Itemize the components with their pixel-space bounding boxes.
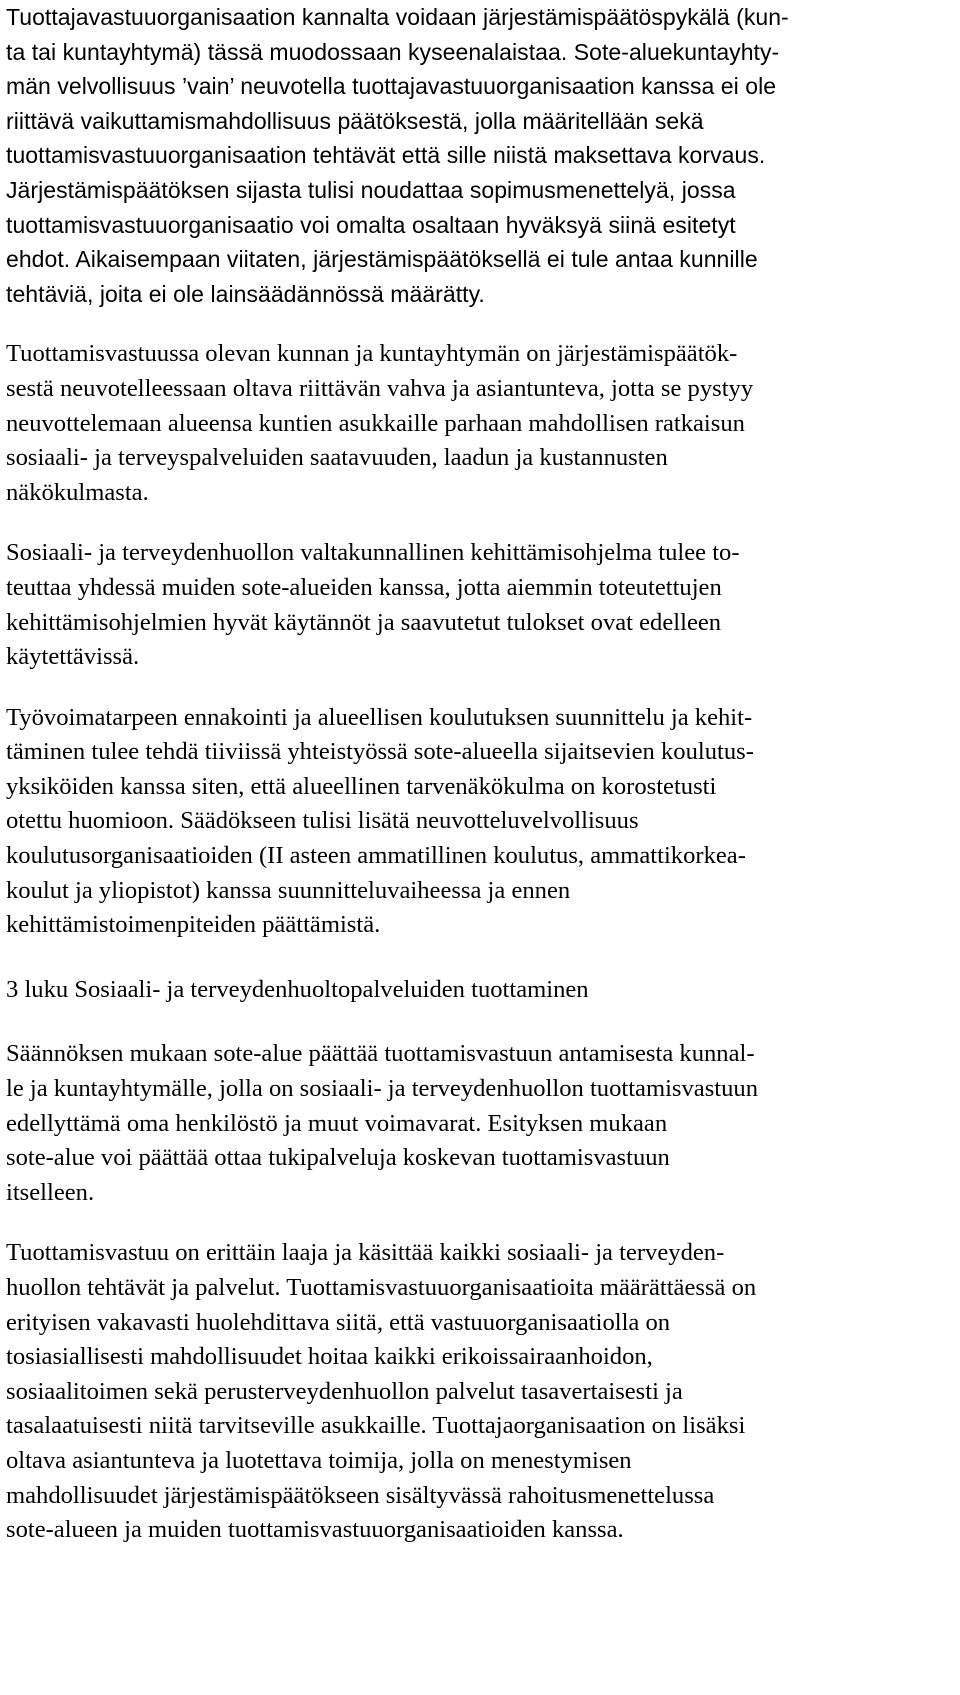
text-line: tosiasiallisesti mahdollisuudet hoitaa kaikki erikoissairaanhoidon, (6, 1343, 653, 1371)
text-line: sote-alue voi päättää ottaa tukipalveluja koskevan tuottamisvastuun (6, 1144, 670, 1172)
text-line: sosiaali- ja terveyspalveluiden saatavuuden, laadun ja kustannusten (6, 444, 668, 472)
paragraph-producer-responsibility (6, 0, 954, 311)
text-line: otettu huomioon. Säädökseen tulisi lisätä neuvotteluvelvollisuus (6, 807, 639, 835)
text-line: teuttaa yhdessä muiden sote-alueiden kanssa, jotta aiemmin toteutettujen (6, 573, 722, 601)
text-line: tasalaatuisesti niitä tarvitseville asukkaille. Tuottajaorganisaation on lisäksi (6, 1412, 746, 1440)
paragraph-spacer (6, 510, 954, 536)
text-line: ehdot. Aikaisempaan viitaten, järjestämispäätöksellä ei tule antaa kunnille (6, 246, 758, 273)
text-line: Sosiaali- ja terveydenhuollon valtakunnallinen kehittämisohjelma tulee to- (6, 539, 740, 567)
text-line: erityisen vakavasti huolehdittava siitä, että vastuuorganisaatiolla on (6, 1308, 671, 1336)
text-line: sosiaalitoimen sekä perusterveydenhuollon palvelut tasavertaisesti ja (6, 1377, 683, 1405)
text-line: koulut ja yliopistot) kanssa suunnitteluvaiheessa ja ennen (6, 876, 571, 904)
paragraph-spacer (6, 943, 954, 973)
paragraph-development-program (6, 536, 954, 674)
text-line: riittävä vaikuttamismahdollisuus päätöksestä, jolla määritellään sekä (6, 107, 704, 134)
text-line: män velvollisuus ’vain’ neuvotella tuottajavastuuorganisaation kanssa ei ole (6, 73, 777, 100)
text-line: Järjestämispäätöksen sijasta tulisi noudattaa sopimusmenettelyä, jossa (6, 176, 736, 203)
text-line: Säännöksen mukaan sote-alue päättää tuottamisvastuun antamisesta kunnal- (6, 1040, 755, 1068)
text-line: sestä neuvotelleessaan oltava riittävän vahva ja asiantunteva, jotta se pystyy (6, 374, 754, 402)
text-line: Työvoimatarpeen ennakointi ja alueellisen koulutuksen suunnittelu ja kehit- (6, 703, 753, 731)
section-heading-text: 3 luku Sosiaali- ja terveydenhuoltopalveluiden tuottaminen (6, 975, 589, 1003)
text-line: mahdollisuudet järjestämispäätökseen sisältyvässä rahoitusmenettelussa (6, 1481, 715, 1509)
paragraph-spacer (6, 1007, 954, 1037)
text-line: oltava asiantunteva ja luotettava toimija, jolla on menestymisen (6, 1446, 632, 1474)
text-line: tuottamisvastuuorganisaatio voi omalta osaltaan hyväksyä siinä esitetyt (6, 211, 736, 238)
text-line: itselleen. (6, 1178, 95, 1206)
text-line: kehittämistoimenpiteiden päättämistä. (6, 911, 381, 939)
text-line: näkökulmasta. (6, 478, 149, 506)
document-page (6, 0, 954, 1548)
paragraph-spacer (6, 311, 954, 337)
paragraph-provision-rule (6, 1037, 954, 1210)
text-line: tehtäviä, joita ei ole lainsäädännössä määrätty. (6, 280, 485, 307)
text-line: neuvottelemaan alueensa kuntien asukkaille parhaan mahdollisen ratkaisun (6, 409, 745, 437)
text-line: le ja kuntayhtymälle, jolla on sosiaali- ja terveydenhuollon tuottamisvastuun (6, 1075, 758, 1103)
text-line: yksiköiden kanssa siten, että alueellinen tarvenäkökulma on korostetusti (6, 772, 717, 800)
text-line: ta tai kuntayhtymä) tässä muodossaan kyseenalaistaa. Sote-aluekuntayhty- (6, 38, 780, 65)
text-line: Tuottamisvastuu on erittäin laaja ja käsittää kaikki sosiaali- ja terveyden- (6, 1239, 725, 1267)
paragraph-spacer (6, 675, 954, 701)
text-line: tuottamisvastuuorganisaation tehtävät että sille niistä maksettava korvaus. (6, 142, 766, 169)
text-line: täminen tulee tehdä tiiviissä yhteistyössä sote-alueella sijaitsevien koulutus- (6, 738, 754, 766)
text-line: sote-alueen ja muiden tuottamisvastuuorganisaatioiden kanssa. (6, 1516, 624, 1544)
text-line: kehittämisohjelmien hyvät käytännöt ja saavutetut tulokset ovat edelleen (6, 608, 722, 636)
text-line: koulutusorganisaatioiden (II asteen ammatillinen koulutus, ammattikorkea- (6, 842, 746, 870)
text-line: Tuottamisvastuussa olevan kunnan ja kuntayhtymän on järjestämispäätök- (6, 340, 738, 368)
text-line: käytettävissä. (6, 643, 140, 671)
text-line: edellyttämä oma henkilöstö ja muut voimavarat. Esityksen mukaan (6, 1109, 668, 1137)
paragraph-production-responsibility-scope (6, 1236, 954, 1547)
paragraph-spacer (6, 1210, 954, 1236)
text-line: Tuottajavastuuorganisaation kannalta voidaan järjestämispäätöspykälä (kun- (6, 4, 789, 30)
section-heading (6, 973, 954, 1008)
text-line: huollon tehtävät ja palvelut. Tuottamisvastuuorganisaatioita määrättäessä on (6, 1274, 757, 1301)
paragraph-negotiation (6, 337, 954, 510)
paragraph-workforce (6, 701, 954, 943)
